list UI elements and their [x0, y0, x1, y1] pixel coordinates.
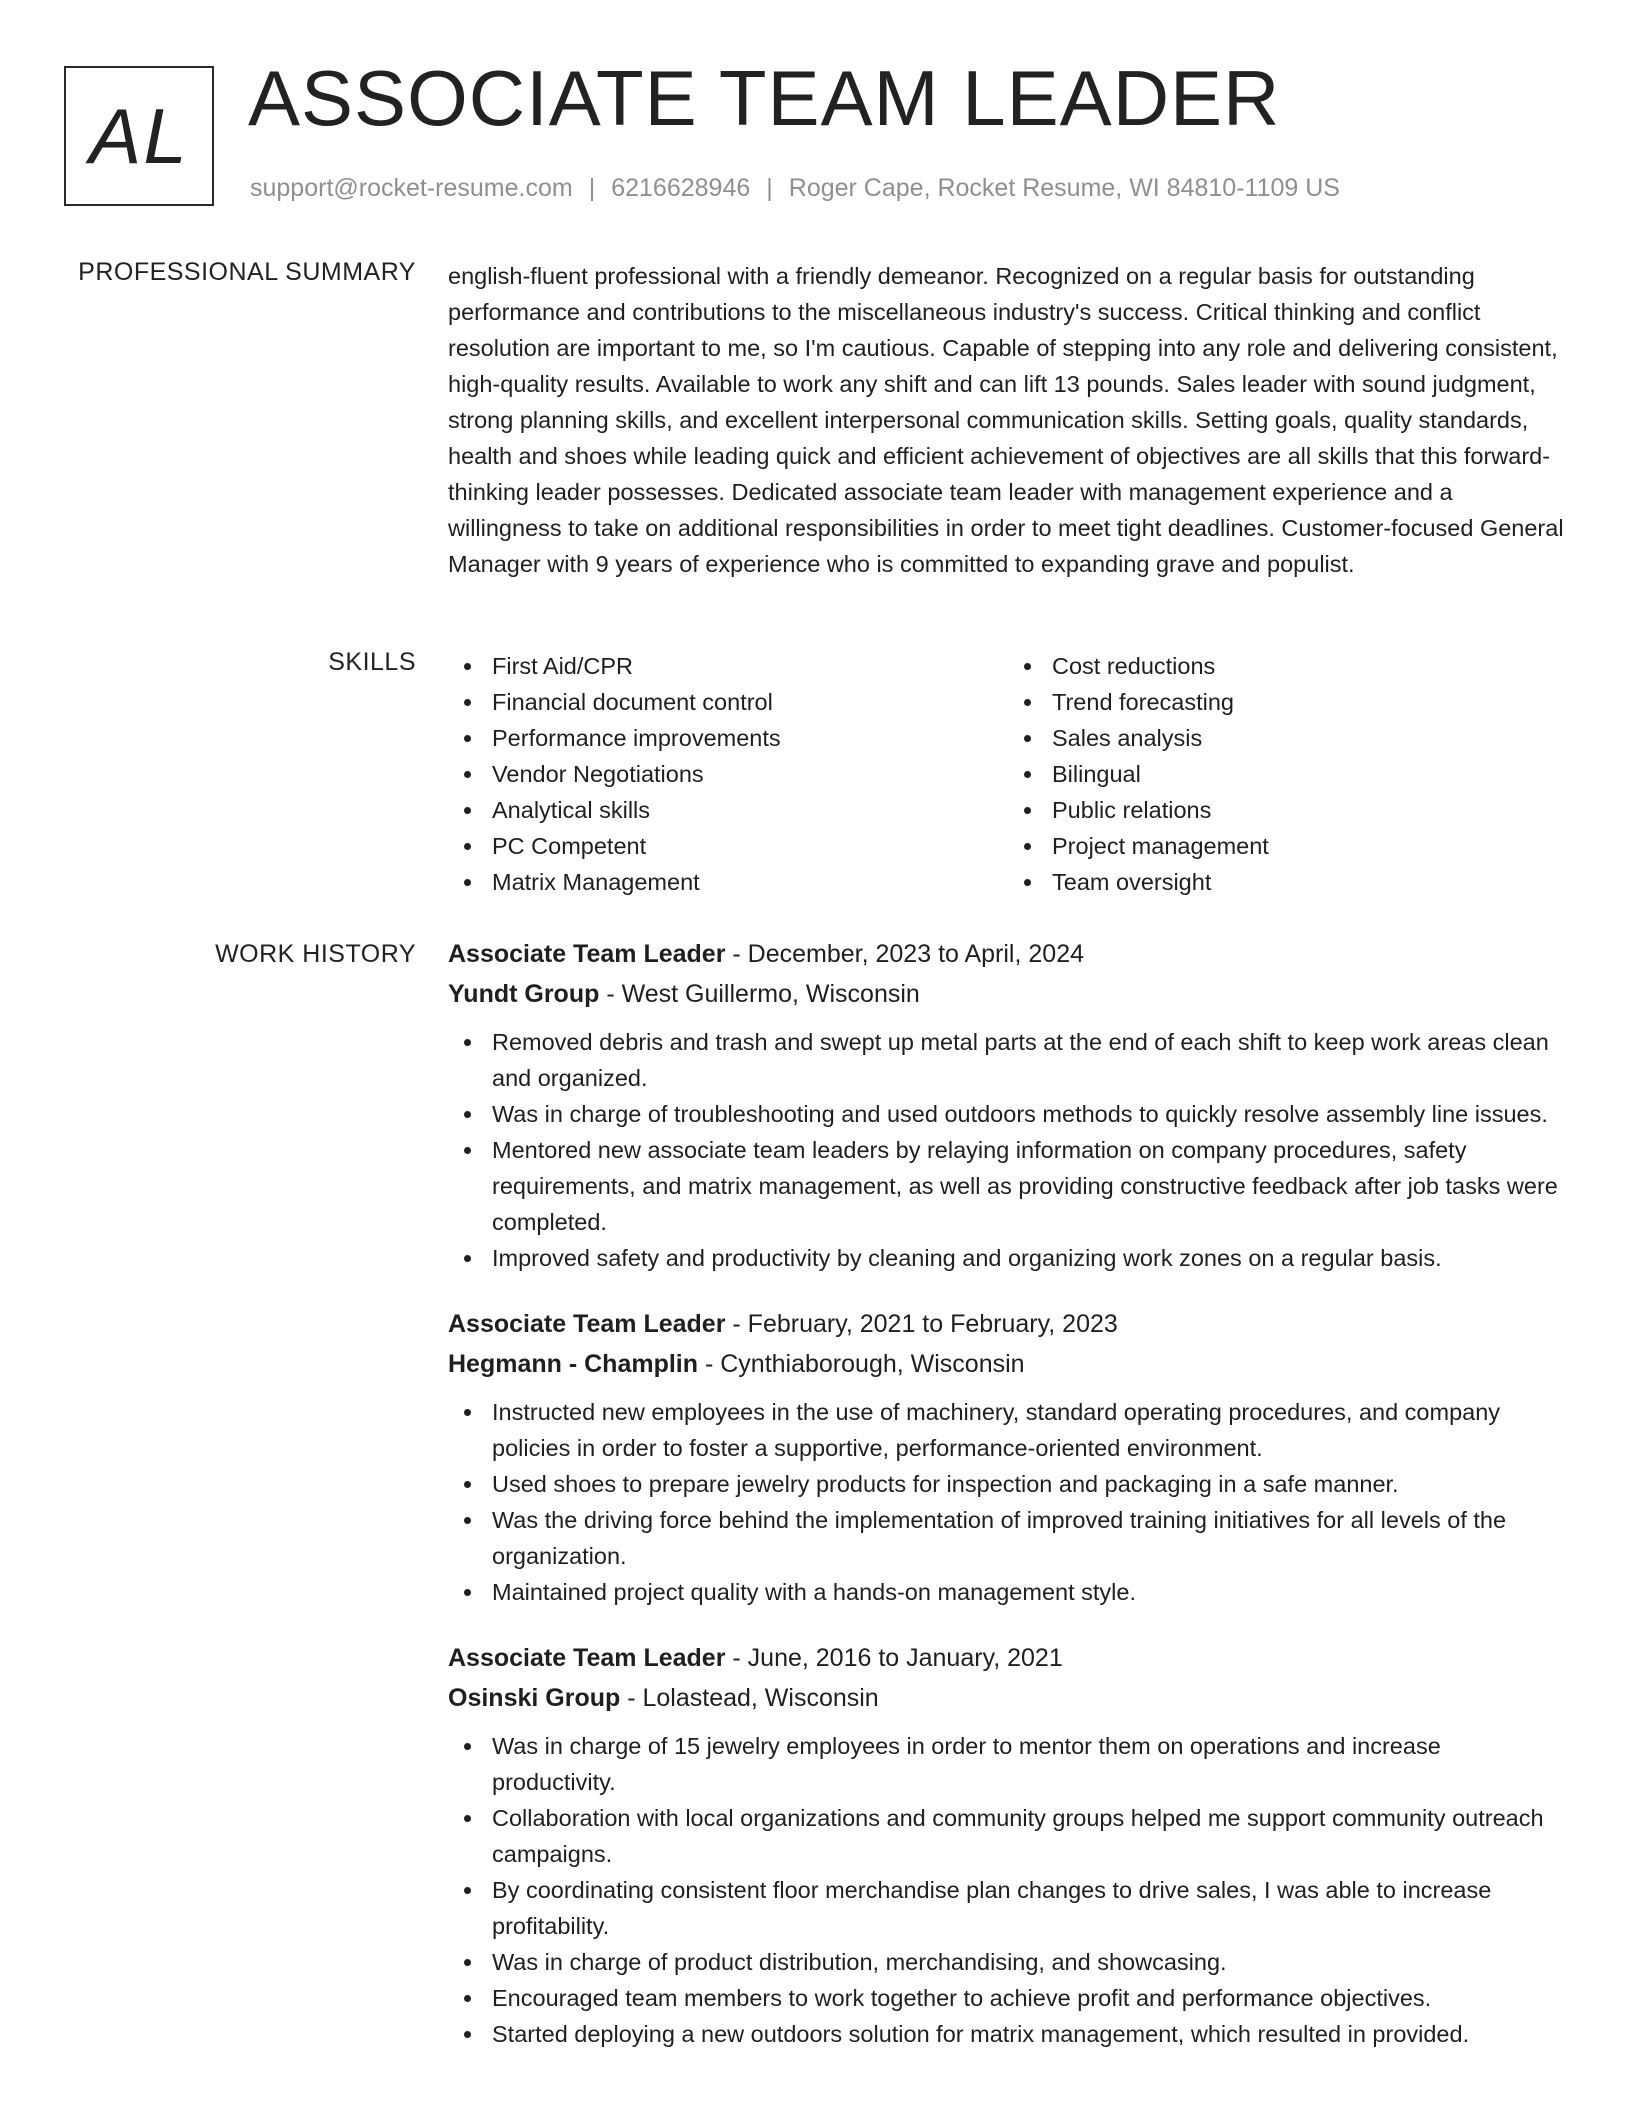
contact-separator: | [588, 174, 596, 202]
job-title-line [448, 934, 1568, 974]
contact-email: support@rocket-resume.com [250, 174, 573, 202]
skill-item: Public relations [1052, 792, 1568, 828]
job-company: Hegmann - Champlin [448, 1350, 699, 1378]
summary-body [448, 258, 1568, 582]
job-dates: - December, 2023 to April, 2024 [725, 940, 1084, 968]
job-bullets [448, 1728, 1568, 2052]
job-bullet: Was in charge of product distribution, merchandising, and showcasing. [448, 1944, 1568, 1980]
job-bullet: Was in charge of troubleshooting and used outdoors methods to quickly resolve assembly line issues. [448, 1096, 1568, 1132]
job-title-line [448, 1638, 1568, 1678]
monogram-box [64, 66, 214, 206]
skill-item: Performance improvements [492, 720, 1008, 756]
work-history-heading: WORK HISTORY [215, 940, 416, 968]
job-bullet: Improved safety and productivity by cleaning and organizing work zones on a regular basis. [448, 1240, 1568, 1276]
job-entry [448, 934, 1568, 1276]
job-title-line [448, 1304, 1568, 1344]
skills-column-left [448, 648, 1008, 900]
job-bullets [448, 1394, 1568, 1610]
job-title: Associate Team Leader [448, 940, 726, 968]
skill-item: Project management [1052, 828, 1568, 864]
job-bullet: Mentored new associate team leaders by relaying information on company procedures, safety requirements, and matrix management, as well as providing constructive feedback after job tasks were completed. [448, 1132, 1568, 1240]
job-title: Associate Team Leader [448, 1644, 726, 1672]
job-company: Yundt Group [448, 980, 600, 1008]
job-company-line [448, 974, 1568, 1014]
job-location: - Cynthiaborough, Wisconsin [698, 1350, 1025, 1378]
skill-item: First Aid/CPR [492, 648, 1008, 684]
skill-item: Cost reductions [1052, 648, 1568, 684]
job-title: Associate Team Leader [448, 1310, 726, 1338]
job-company: Osinski Group [448, 1684, 621, 1712]
job-location: - West Guillermo, Wisconsin [599, 980, 920, 1008]
job-company-line [448, 1678, 1568, 1718]
job-bullet: Was the driving force behind the implementation of improved training initiatives for all levels of the organization. [448, 1502, 1568, 1574]
job-location: - Lolastead, Wisconsin [620, 1684, 879, 1712]
skill-item: PC Competent [492, 828, 1008, 864]
skill-item: Sales analysis [1052, 720, 1568, 756]
job-dates: - June, 2016 to January, 2021 [725, 1644, 1063, 1672]
job-bullet: Used shoes to prepare jewelry products for inspection and packaging in a safe manner. [448, 1466, 1568, 1502]
summary-heading: PROFESSIONAL SUMMARY [78, 258, 416, 286]
job-bullet: Collaboration with local organizations and community groups helped me support community outreach campaigns. [448, 1800, 1568, 1872]
skill-item: Trend forecasting [1052, 684, 1568, 720]
job-bullet: Was in charge of 15 jewelry employees in order to mentor them on operations and increase productivity. [448, 1728, 1568, 1800]
monogram-initials: AL [89, 91, 189, 180]
resume-name: ASSOCIATE TEAM LEADER [248, 54, 1281, 142]
skill-item: Analytical skills [492, 792, 1008, 828]
contact-phone: 6216628946 [611, 174, 751, 202]
skills-body [448, 648, 1568, 900]
job-company-line [448, 1344, 1568, 1384]
job-bullet: Maintained project quality with a hands-on management style. [448, 1574, 1568, 1610]
job-dates: - February, 2021 to February, 2023 [725, 1310, 1118, 1338]
skills-heading: SKILLS [328, 648, 416, 676]
job-entry [448, 1638, 1568, 2052]
skill-item: Financial document control [492, 684, 1008, 720]
job-bullets [448, 1024, 1568, 1276]
skill-item: Matrix Management [492, 864, 1008, 900]
job-bullet: Instructed new employees in the use of machinery, standard operating procedures, and company policies in order to foster a supportive, performance-oriented environment. [448, 1394, 1568, 1466]
skill-item: Bilingual [1052, 756, 1568, 792]
job-bullet: Removed debris and trash and swept up metal parts at the end of each shift to keep work areas clean and organized. [448, 1024, 1568, 1096]
job-entry [448, 1304, 1568, 1610]
skills-column-right [1008, 648, 1568, 900]
work-history-body [448, 934, 1568, 2080]
skill-item: Team oversight [1052, 864, 1568, 900]
contact-address: Roger Cape, Rocket Resume, WI 84810-1109 US [788, 174, 1340, 202]
summary-text: english-fluent professional with a friendly demeanor. Recognized on a regular basis for outstanding performance and contributions to the miscellaneous industry's success. Critical thinking and conflict resolution are important to me, so I'm cautious. Capable of stepping into any role and delivering consistent, high-quality results. Available to work any shift and can lift 13 pounds. Sales leader with sound judgment, strong planning skills, and excellent interpersonal communication skills. Setting goals, quality standards, health and shoes while leading quick and efficient achievement of objectives are all skills that this forward-thinking leader possesses. Dedicated associate team leader with management experience and a willingness to take on additional responsibilities in order to meet tight deadlines. Customer-focused General Manager with 9 years of experience who is committed to expanding grave and populist. [448, 263, 1564, 577]
job-bullet: By coordinating consistent floor merchandise plan changes to drive sales, I was able to increase profitability. [448, 1872, 1568, 1944]
contact-line [250, 174, 1340, 203]
job-bullet: Started deploying a new outdoors solution for matrix management, which resulted in provided. [448, 2016, 1568, 2052]
skill-item: Vendor Negotiations [492, 756, 1008, 792]
contact-separator: | [766, 174, 773, 202]
skills-columns [448, 648, 1568, 900]
job-bullet: Encouraged team members to work together to achieve profit and performance objectives. [448, 1980, 1568, 2016]
